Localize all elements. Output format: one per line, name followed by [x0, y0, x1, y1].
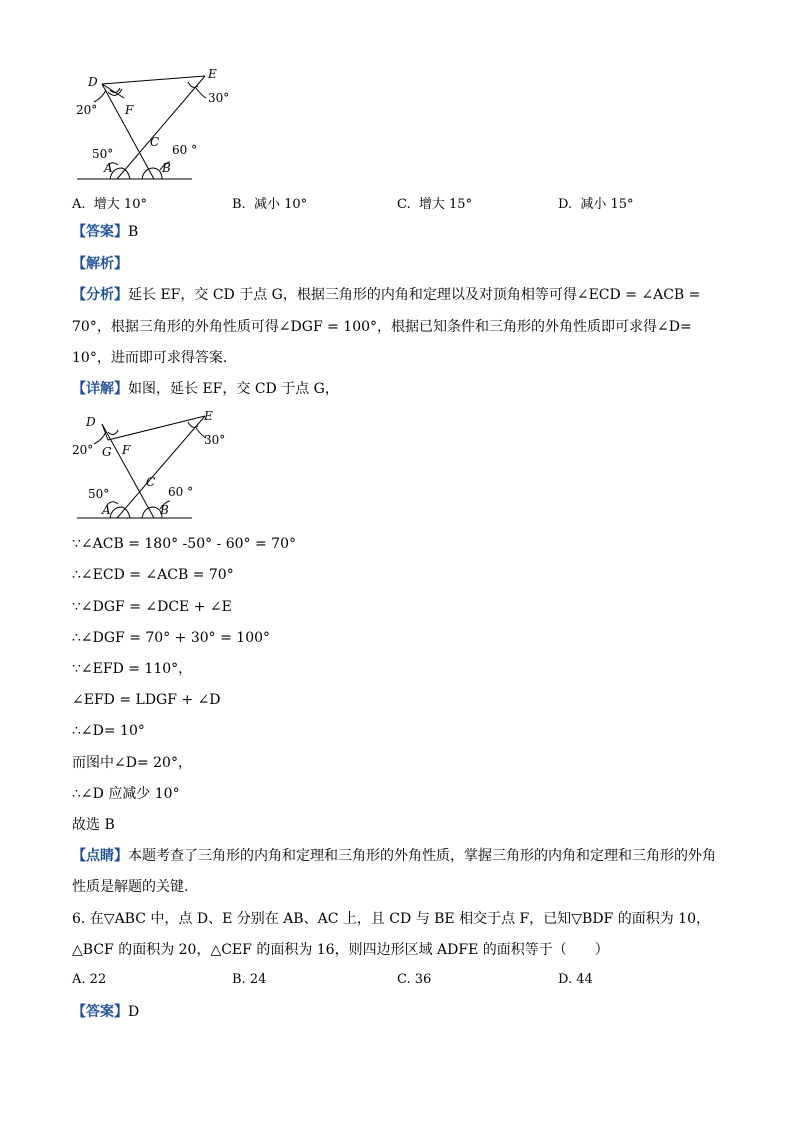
fenxi-line-3: 10°，进而即可求得答案.	[72, 350, 228, 366]
label-C: C	[150, 135, 160, 149]
q5-option-d: D. 减小 15°	[558, 197, 634, 212]
angle-arc-b	[142, 507, 162, 518]
figure-2	[72, 404, 262, 526]
label-D: D	[88, 75, 98, 89]
conclusion: 故选 B	[72, 817, 115, 833]
angle-label-b: 60 °	[168, 485, 194, 499]
angle-arc-a	[110, 507, 130, 518]
label-C: C	[146, 475, 156, 489]
step-6: ∠EFD = LDGF + ∠D	[72, 692, 221, 708]
q6-option-a: A. 22	[72, 972, 107, 987]
segment-D-E	[102, 76, 205, 84]
angle-label-b: 60 °	[172, 143, 198, 157]
q6-option-c: C. 36	[397, 972, 432, 987]
angle-label-e: 30°	[208, 91, 230, 105]
figure-1	[72, 62, 262, 184]
segment-E-A	[117, 76, 205, 179]
step-3: ∵∠DGF = ∠DCE + ∠E	[72, 599, 232, 615]
label-B: B	[160, 503, 169, 517]
q5-option-b: B. 减小 10°	[232, 197, 308, 212]
step-2: ∴∠ECD = ∠ACB = 70°	[72, 567, 234, 583]
label-F: F	[125, 103, 134, 117]
q5-answer: 【答案】B	[72, 224, 139, 240]
angle-arc-e	[188, 422, 198, 427]
angle-label-a: 50°	[92, 147, 114, 161]
step-9: ∴∠D 应减少 10°	[72, 786, 180, 802]
label-B: B	[162, 161, 171, 175]
label-F: F	[122, 443, 131, 457]
q6-option-b: B. 24	[232, 972, 267, 987]
angle-arc-b	[142, 168, 162, 179]
fenxi-line-2: 70°，根据三角形的外角性质可得∠DGF = 100°，根据已知条件和三角形的外角性质即可求得∠D=	[72, 319, 692, 335]
angle-label-e: 30°	[204, 433, 226, 447]
label-G: G	[102, 445, 112, 459]
angle-arc-a	[110, 168, 130, 179]
segment-G-E	[108, 416, 205, 440]
q6-answer: 【答案】D	[72, 1004, 140, 1020]
step-1: ∵∠ACB = 180° -50° - 60° = 70°	[72, 536, 296, 552]
label-A: A	[102, 503, 111, 517]
q6-line-2: △BCF 的面积为 20，△CEF 的面积为 16，则四边形区域 ADFE 的面积等于（ ）	[72, 942, 609, 958]
fenxi-line-1: 【分析】延长 EF，交 CD 于点 G，根据三角形的内角和定理以及对顶角相等可得∠ECD = ∠ACB =	[72, 287, 701, 303]
step-5: ∵∠EFD = 110°，	[72, 661, 193, 677]
angle-arrow-d	[94, 90, 106, 102]
xiangjie-line: 【详解】如图，延长 EF，交 CD 于点 G，	[72, 381, 339, 397]
dianjing-line-2: 性质是解题的关键.	[72, 879, 189, 895]
step-8: 而图中∠D= 20°，	[72, 755, 192, 771]
angle-label-d: 20°	[76, 103, 98, 117]
analysis-heading: 【解析】	[72, 256, 128, 272]
angle-label-d: 20°	[72, 443, 94, 457]
label-D: D	[86, 415, 96, 429]
angle-arc-e	[188, 82, 198, 87]
angle-label-a: 50°	[88, 487, 110, 501]
q6-line-1: 6. 在▽ABC 中，点 D、E 分别在 AB、AC 上，且 CD 与 BE 相交于点 F，已知▽BDF 的面积为 10，	[72, 911, 710, 927]
angle-arrow-d	[94, 432, 106, 444]
label-E: E	[204, 409, 213, 423]
step-7: ∴∠D= 10°	[72, 723, 145, 739]
angle-arc-d	[108, 430, 118, 435]
label-A: A	[104, 161, 113, 175]
dianjing-line-1: 【点睛】本题考查了三角形的内角和定理和三角形的外角性质，掌握三角形的内角和定理和三角形的外角	[72, 848, 716, 864]
q6-option-d: D. 44	[558, 972, 593, 987]
label-E: E	[208, 67, 217, 81]
angle-arrow-e	[196, 88, 206, 98]
q5-option-c: C. 增大 15°	[397, 197, 473, 212]
q5-option-a: A. 增大 10°	[72, 197, 147, 212]
step-4: ∴∠DGF = 70° + 30° = 100°	[72, 630, 271, 646]
